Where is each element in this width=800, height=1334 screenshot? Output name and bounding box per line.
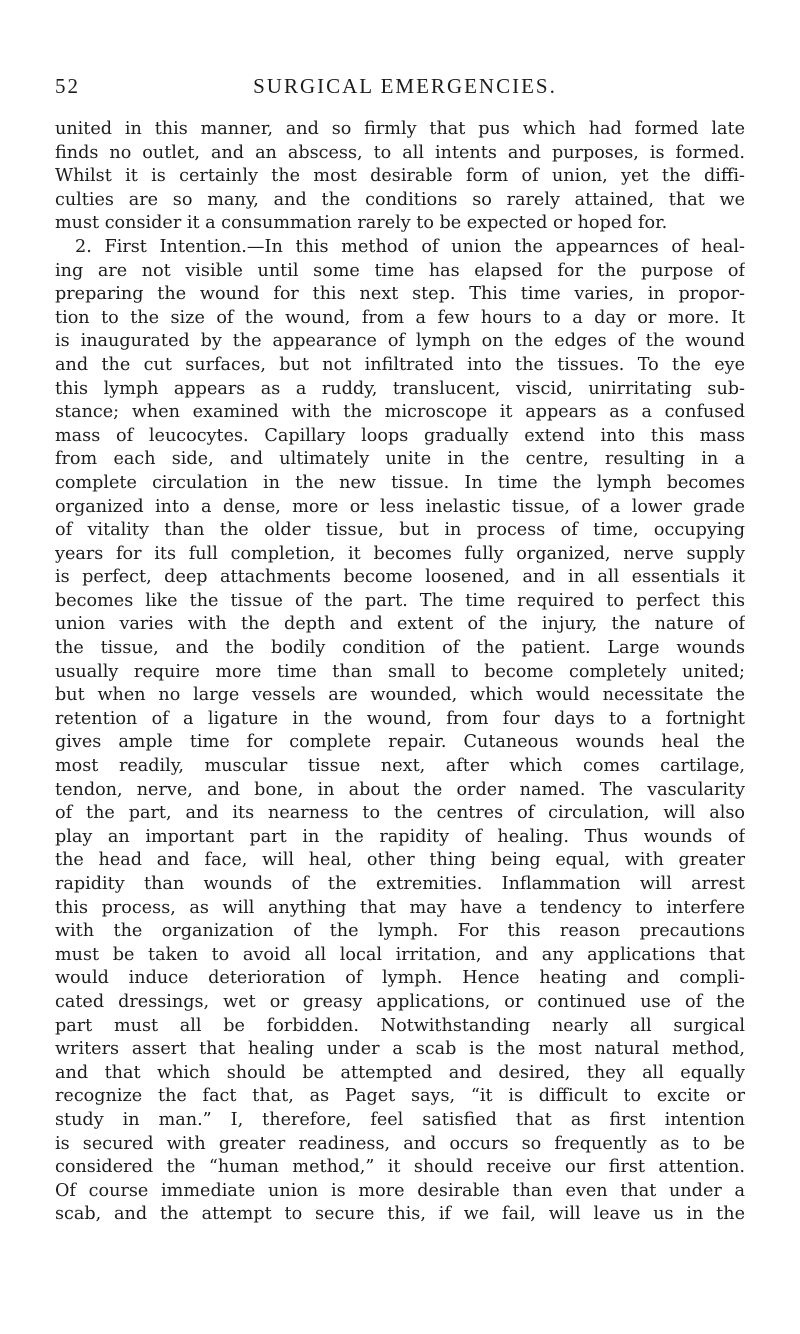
text-line: tion to the size of the wound, from a few hours to a day or more. It: [55, 307, 745, 328]
text-line: Whilst it is certainly the most desirable form of union, yet the diffi-: [55, 166, 745, 187]
text-line: 2. First Intention.—In this method of union the appearnces of heal-: [75, 236, 745, 257]
text-line: tendon, nerve, and bone, in about the order named. The vascularity: [55, 779, 745, 800]
text-line: must consider it a consummation rarely to be expected or hoped for.: [55, 213, 668, 234]
text-line: of the part, and its nearness to the centres of circulation, will also: [55, 803, 745, 824]
text-line: this lymph appears as a ruddy, translucent, viscid, unirritating sub-: [55, 378, 745, 399]
text-line: is perfect, deep attachments become loosened, and in all essentials it: [55, 567, 745, 588]
text-line: but when no large vessels are wounded, which would necessitate the: [55, 685, 745, 706]
book-page: [55, 74, 745, 1227]
text-line: complete circulation in the new tissue. In time the lymph becomes: [55, 472, 745, 493]
text-line: years for its full completion, it becomes fully organized, nerve supply: [55, 543, 745, 564]
text-line: the tissue, and the bodily condition of the patient. Large wounds: [55, 638, 745, 659]
text-line: play an important part in the rapidity of healing. Thus wounds of: [55, 826, 745, 847]
text-line: finds no outlet, and an abscess, to all intents and purposes, is formed.: [55, 142, 745, 163]
text-line: gives ample time for complete repair. Cutaneous wounds heal the: [55, 732, 745, 753]
text-line: stance; when examined with the microscope it appears as a confused: [55, 402, 745, 423]
text-line: rapidity than wounds of the extremities. Inflammation will arrest: [55, 874, 745, 894]
body-text: [55, 118, 745, 1227]
text-line: united in this manner, and so firmly that pus which had formed late: [55, 119, 745, 139]
text-line: and the cut surfaces, but not infiltrated into the tissues. To the eye: [55, 354, 745, 375]
text-line: union varies with the depth and extent of the injury, the nature of: [55, 614, 745, 635]
text-line: organized into a dense, more or less inelastic tissue, of a lower grade: [55, 496, 745, 517]
text-line: scab, and the attempt to secure this, if we fail, will leave us in the: [55, 1204, 745, 1225]
text-line: cated dressings, wet or greasy applications, or continued use of the: [55, 991, 745, 1012]
text-line: writers assert that healing under a scab is the most natural method,: [55, 1039, 745, 1060]
text-line: usually require more time than small to become completely united;: [55, 661, 745, 682]
text-line: would induce deterioration of lymph. Hence heating and compli-: [55, 968, 745, 989]
page-number: 52: [55, 74, 80, 98]
text-line: the head and face, will heal, other thing being equal, with greater: [55, 850, 745, 871]
text-line: mass of leucocytes. Capillary loops gradually extend into this mass: [55, 425, 745, 446]
text-line: Of course immediate union is more desirable than even that under a: [55, 1180, 745, 1201]
text-line: from each side, and ultimately unite in the centre, resulting in a: [55, 449, 745, 470]
text-line: culties are so many, and the conditions so rarely attained, that we: [55, 189, 745, 210]
text-line: recognize the fact that, as Paget says, “it is difficult to excite or: [55, 1086, 745, 1107]
text-line: retention of a ligature in the wound, from four days to a fortnight: [55, 708, 745, 729]
text-line: becomes like the tissue of the part. The time required to perfect this: [55, 590, 745, 611]
text-line: is inaugurated by the appearance of lymph on the edges of the wound: [55, 331, 745, 352]
text-line: considered the “human method,” it should receive our first attention.: [55, 1157, 745, 1178]
text-line: part must all be forbidden. Notwithstanding nearly all surgical: [55, 1015, 745, 1036]
text-line: of vitality than the older tissue, but in process of time, occupying: [55, 520, 745, 541]
text-line: and that which should be attempted and desired, they all equally: [55, 1062, 745, 1083]
text-line: study in man.” I, therefore, feel satisfied that as first intention: [55, 1109, 745, 1130]
text-line: this process, as will anything that may have a tendency to interfere: [55, 897, 745, 918]
text-line: with the organization of the lymph. For this reason precautions: [55, 921, 745, 942]
text-line: must be taken to avoid all local irritation, and any applications that: [55, 944, 745, 965]
text-line: is secured with greater readiness, and occurs so frequently as to be: [55, 1133, 745, 1154]
text-line: ing are not visible until some time has elapsed for the purpose of: [55, 260, 745, 281]
running-title: SURGICAL EMERGENCIES.: [253, 74, 557, 98]
text-line: preparing the wound for this next step. This time varies, in propor-: [55, 284, 745, 305]
running-head: [55, 74, 745, 106]
text-line: most readily, muscular tissue next, after which comes cartilage,: [55, 756, 745, 777]
